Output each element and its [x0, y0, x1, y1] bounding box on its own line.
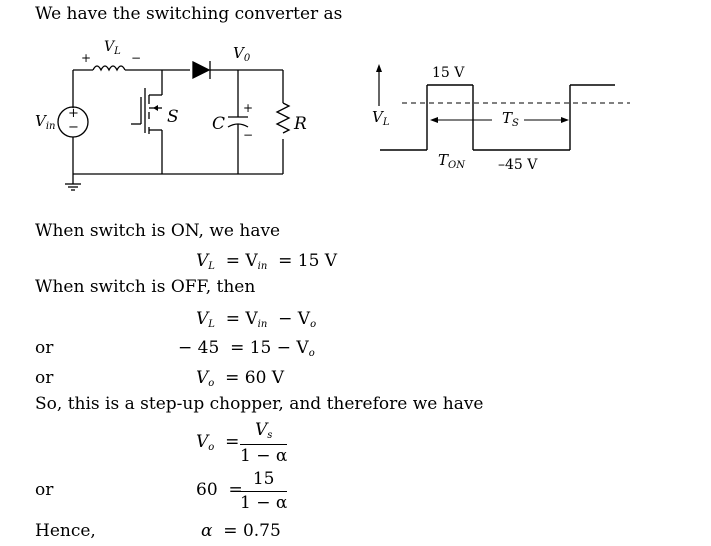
source-minus-sign: − — [68, 120, 79, 135]
axis-vl-label: $V_L$ — [372, 108, 390, 128]
equation-vl-on: $V_L = V_{in} = 15$ V — [196, 251, 338, 272]
or-label-2: or — [35, 368, 54, 388]
ground-symbol — [65, 184, 81, 190]
switch-label: S — [167, 107, 179, 127]
equation-alpha-result: α = 0.75 — [201, 521, 281, 541]
input-voltage-label: $V_{in}$ — [35, 112, 56, 132]
intro-text: We have the switching converter as — [35, 4, 343, 24]
hence-label: Hence, — [35, 521, 96, 541]
equation-vo-60: $V_o = 60$ V — [196, 368, 285, 389]
resistor-symbol — [277, 103, 289, 133]
source-plus-sign: + — [68, 106, 79, 121]
high-level-label: 15 V — [432, 65, 465, 81]
capacitor-minus-sign: − — [243, 128, 254, 142]
equation-boost-lhs: $V_o$ = — [196, 432, 240, 453]
on-time-label: $T_{ON}$ — [438, 151, 465, 171]
inductor-voltage-label: $V_L$ — [104, 39, 121, 57]
low-level-label: –45 V — [498, 157, 538, 173]
equation-60-lhs: 60 = — [196, 480, 243, 500]
period-ts-label: $T_S$ — [502, 109, 519, 129]
boost-fraction: $\frac{V_s}{1 - \alpha}$ — [240, 420, 288, 466]
resistor-label: R — [294, 114, 307, 134]
inductor-plus-sign: + — [81, 51, 92, 65]
or-label-1: or — [35, 338, 54, 358]
equation-vl-off: $V_L = V_{in} - V_o$ — [196, 309, 317, 330]
equation-minus-45: − $45 = 15 - V_o$ — [178, 338, 315, 359]
switch-on-text: When switch is ON, we have — [35, 221, 281, 241]
duty-fraction: $\frac{15}{1 - \alpha}$ — [240, 469, 288, 513]
diode-symbol — [193, 61, 210, 79]
output-voltage-label: $V_0$ — [233, 44, 251, 64]
or-label-3: or — [35, 480, 54, 500]
capacitor-label: C — [212, 114, 226, 134]
capacitor-plus-sign: + — [243, 101, 254, 115]
step-up-text: So, this is a step-up chopper, and therefore we have — [35, 394, 484, 414]
switch-off-text: When switch is OFF, then — [35, 277, 256, 297]
vl-waveform — [380, 85, 615, 150]
inductor-symbol — [93, 66, 125, 70]
inductor-minus-sign: − — [131, 51, 142, 65]
